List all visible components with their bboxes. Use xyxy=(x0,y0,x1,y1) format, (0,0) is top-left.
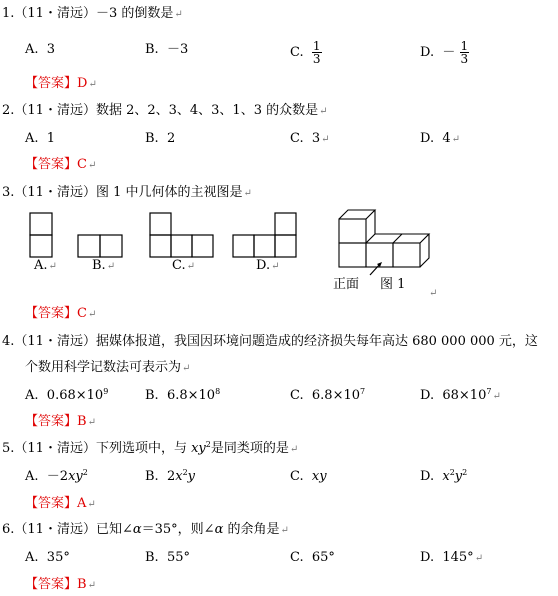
fraction-one-third: $\frac{1}{3}$ xyxy=(460,39,469,66)
q1-option-b: B. －3 xyxy=(145,42,189,57)
q5-option-c: C. xy xyxy=(290,469,327,484)
figure-caption: 图 1 xyxy=(380,277,406,292)
question-2-stem: 2.（11・清远）数据 2、2、3、4、3、1、3 的众数是↵ xyxy=(2,103,328,118)
q2-option-c: C. 3↵ xyxy=(290,131,330,146)
q3-answer: 【答案】C↵ xyxy=(25,306,97,321)
front-label: 正面 xyxy=(333,277,360,292)
q6-option-b: B. 55° xyxy=(145,550,190,565)
view-c-shape xyxy=(150,213,213,257)
q6-option-a: A. 35° xyxy=(25,550,70,565)
view-d-label: D.↵ xyxy=(256,258,280,273)
view-a-label: A.↵ xyxy=(34,258,57,273)
paragraph-mark: ↵ xyxy=(429,288,438,299)
question-4-stem-line2: 个数用科学记数法可表示为↵ xyxy=(25,360,191,375)
q4-option-b: B. $6.8\times 10^8$ xyxy=(145,387,221,403)
view-d-shape xyxy=(233,213,296,257)
question-5-stem: 5.（11・清远）下列选项中，与 $xy^2$是同类项的是↵ xyxy=(2,440,299,456)
view-c-label: C.↵ xyxy=(172,258,196,273)
q6-option-d: D. 145°↵ xyxy=(420,550,484,565)
front-arrow xyxy=(370,264,380,275)
q6-answer: 【答案】B↵ xyxy=(25,577,96,592)
q4-option-c: C. $6.8\times 10^7$ xyxy=(290,387,366,403)
q2-option-b: B. 2 xyxy=(145,131,176,146)
view-b-label: B.↵ xyxy=(92,258,116,273)
view-a-shape xyxy=(30,213,52,257)
question-1-stem: 1.（11・清远）－3 的倒数是↵ xyxy=(2,6,183,21)
q1-option-d: D. － $\frac{1}{3}$ xyxy=(420,39,469,66)
q2-answer: 【答案】C↵ xyxy=(25,157,97,172)
question-4-stem-line1: 4.（11・清远）据媒体报道，我国因环境问题造成的经济损失每年高达 680 000 000 元，这 xyxy=(2,334,538,349)
q2-option-a: A. 1 xyxy=(25,131,56,146)
q6-option-c: C. 65° xyxy=(290,550,335,565)
q4-option-d: D. $68\times 10^7↵$ xyxy=(420,387,501,403)
q5-option-a: A. $-2xy^2$ xyxy=(25,468,88,484)
solid-figure-1 xyxy=(339,210,429,267)
view-b-shape xyxy=(78,235,122,257)
q4-option-a: A. $0.68\times 10^9$ xyxy=(25,387,109,403)
q1-answer: 【答案】D↵ xyxy=(25,76,97,91)
fraction-one-third: $\frac{1}{3}$ xyxy=(312,39,321,66)
q5-answer: 【答案】A↵ xyxy=(25,496,96,511)
q3-figures xyxy=(0,205,558,300)
q5-option-b: B. $2x^2y$ xyxy=(145,468,196,484)
q4-answer: 【答案】B↵ xyxy=(25,414,96,429)
q5-option-d: D. $x^2y^2$ xyxy=(420,468,468,484)
q1-option-a: A. 3 xyxy=(25,42,56,57)
q2-option-d: D. 4↵ xyxy=(420,131,461,146)
question-6-stem: 6.（11・清远）已知∠α＝35°，则∠α 的余角是↵ xyxy=(2,522,289,537)
q1-option-c: C. $\frac{1}{3}$ xyxy=(290,39,321,66)
question-3-stem: 3.（11・清远）图 1 中几何体的主视图是↵ xyxy=(2,185,252,200)
